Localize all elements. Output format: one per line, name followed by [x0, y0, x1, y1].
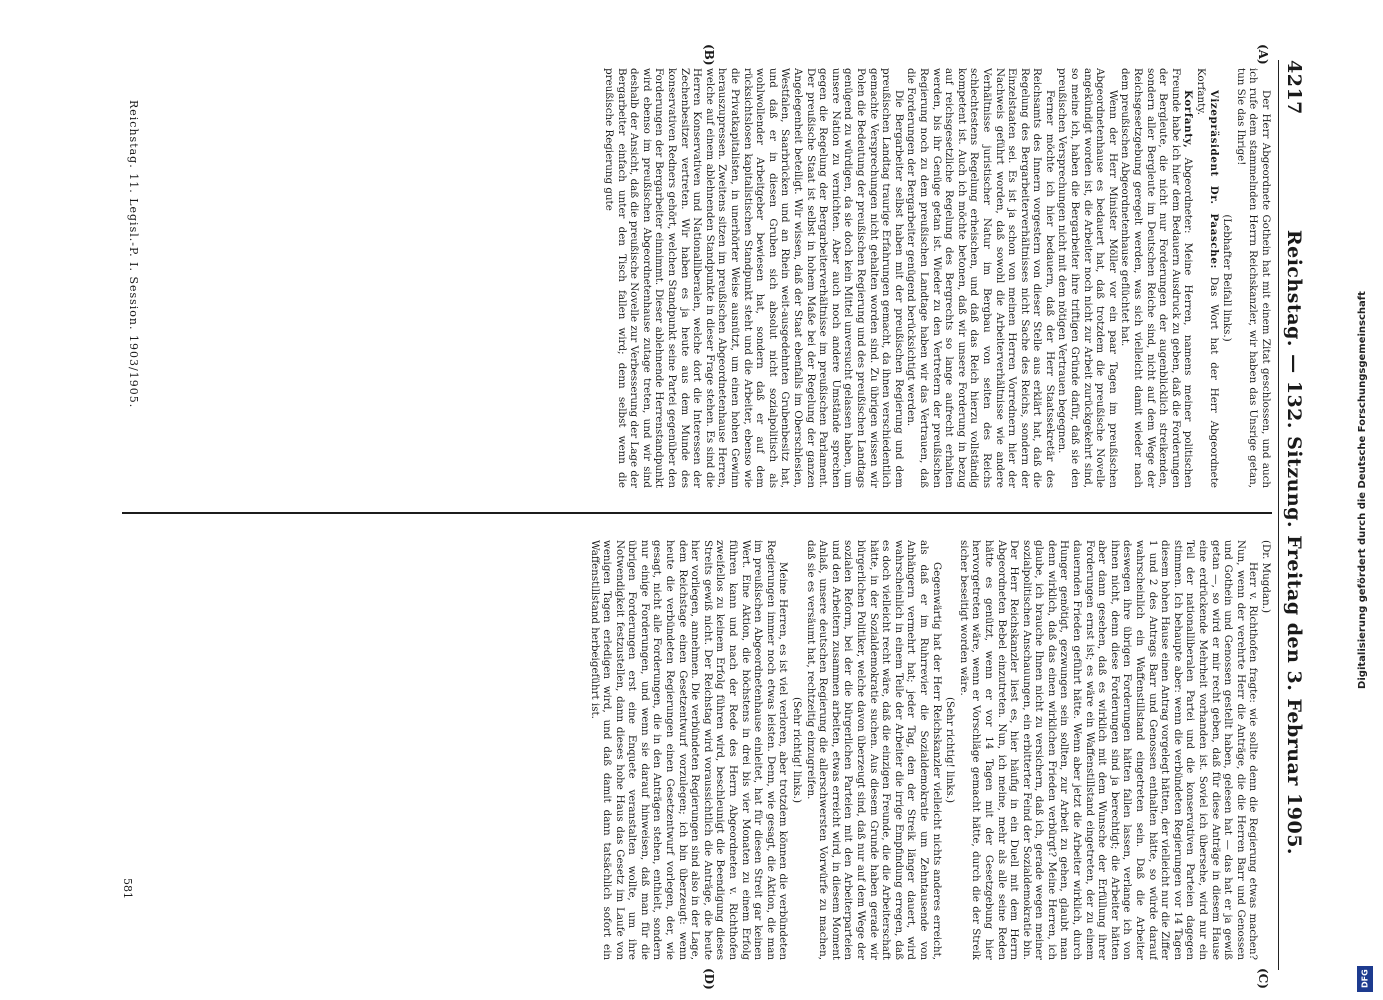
speaker-paragraph: [1194, 68, 1219, 488]
dfg-logo-icon: DFG: [1357, 966, 1373, 992]
speech-paragraph: Gegenwärtig hat der Herr Reichskanzler vielleicht nichts anderes erreicht, als daß er im Ruhrrevier die Sozialdemokratie um Zehntausende von Anhängern vermehrt hat; jeder Tag, den der Streik länger dauert, wird wahrscheinlich in einem Teile der Arbeiter die irrige Empfindung erregen, daß es doch vielleicht recht wäre, daß die einzigen Freunde, die die Arbeiterschaft hätte, in der Sozialdemokratie suchen. Aus diesem Grunde haben gerade wir bürgerlichen Politiker, welche davon überzeugt sind, daß nur auf dem Wege der sozialen Reform, bei der die bürgerlichen Parteien mit den Arbeiterparteien und den Arbeitern zusammen arbeiten, etwas erreicht wird, in diesem Moment Anlaß, unsere deutschen Regierung die allerschwersten Vorwürfe zu machen, daß sie es versäumt hat, rechtzeitig einzugreifen.: [804, 540, 943, 960]
speech-paragraph: Die Bergarbeiter selbst haben mit der preußischen Regierung und dem preußischen Landtag traurige Erfahrungen gemacht, da ihnen verschiedentlich gemachte Versprechungen nicht gehalten worden sind. Zu übrigen wissen wir Polen die Bedeutung der preußischen Regierung und des preußischen Landtags genügend zu würdigen, da sie doch kein Mittel unversucht gelassen haben, um unsere Nation zu vernichten. Aber auch noch andere Umstände sprechen gegen die Regelung der Bergarbeiterverhältnisse im preußischen Parlament. Der preußische Staat ist selbst in hohem Maße bei der Regelung der ganzen Angelegenheit beteiligt. Wir wissen, daß der Staat ebenfalls im Oberschlesien, Westfalen, Saarbrücken und an Rhein weit-ausgedehnten Grubenbesitz hat, und daß er in diesen Gruben sich absolut nicht sozialpolitisch als wohlwollender Arbeitgeber bewiesen hat, sondern daß er auf dem rücksichtslosen kapitalistischen Standpunkt steht und die Arbeiter, ebenso wie die Privatkapitalisten, in unerhörter Weise ausnützt, um einen hohen Gewinn herauszupressen. Zweitens sitzen im preußischen Abgeordnetenhause Herren, welche auf einem ablehnenden Standpunkte in dieser Frage stehen. Es sind die Herren Konservativen und Nationalliberalen, welche dort die Interessen der Zechenbesitzer vertreten. Wir haben es ja heute aus dem Munde des konservativen Redners gehört, welchen Standpunkt seine Partei gegenüber den Forderungen der Bergarbeiter einnimmt. Dieser ablehnende Herrenstandpunkt wird ebenso im preußischen Abgeordnetenhause zutage treten, und wir sind deshalb der Ansicht, daß die preußische Novelle zur Verbesserung der Lage der Bergarbeiter einfach unter den Tisch fallen wird; denn selbst wenn die preußische Regierung gute: [603, 68, 905, 488]
footer-session-info: Reichstag. 11. Legisl.-P. I. Session. 1903/1905.: [127, 100, 140, 409]
speech-paragraph: Herr v. Richthofen fragte: wie sollte denn die Regierung etwas machen? Nun, wenn der verehrte Herr die Anträge, die die Herren Barr und Genossen und Gothein und Genossen gestellt haben, gelesen hat — das hat er ja gewiß getan —, so wird er mir recht geben, daß für diese Anträge in diesem Hause eine erdrückende Mehrheit vorhanden ist. Soviel ich übersehe, wird nur ein Teil der nationalliberalen Partei und die konservativen Parteien dagegen stimmen. Ich behaupte aber: wenn die verbündeten Regierungen vor 14 Tagen diesem hohen Hause einen Antrag vorgelegt hätten, der vielleicht nur die Ziffer 1 und 2 des Antrags Barr und Genossen enthalten hätte, so würde darauf wahrscheinlich ein Waffenstillstand eingetreten sein. Daß die Arbeiter deswegen ihre übrigen Forderungen hätten fallen lassen, verlange ich von ihnen nicht, denn diese Forderungen sind ja berechtigt; die Arbeiter hätten aber dann gesehen, daß es wirklich mit dem Wunsche der Erfüllung ihrer Forderungen ernst ist; es wäre ein Waffenstillstand eingetreten, der zu einem dauernden Frieden geführt hätte. Wenn aber jetzt die Arbeiter wirklich, durch Hunger genötigt, gezwungen sein sollten, zur Arbeit zu gehen, glaubt man denn wirklich, daß das einen wirklichen Frieden verbürgt? Meine Herren, ich glaube, ich brauche Ihnen nicht zu versichern, daß ich, gerade wegen meiner sozialpolitischen Anschauungen, ein erbitterter Feind der Sozialdemokratie bin. Der Herr Reichskanzler liest es, hier häufig in ein Duell mit dem Herrn Abgeordneten Bebel einzutreten. Nun, ich meine, mehr als alle seine Reden hätte es genützt, wenn er vor 14 Tagen mit der Gesetzgebung hier hervorgetreten wäre, wenn er Vorschläge gemacht hätte, durch die der Streik sicher beseitigt worden wäre.: [957, 540, 1260, 960]
page-header: [1278, 60, 1316, 970]
speaker-name: Vizepräsident Dr. Paasche:: [1207, 90, 1220, 269]
page-number: 4217: [1283, 60, 1305, 115]
margin-letter-d: (D): [702, 968, 716, 990]
speech-paragraph: Ferner möchte ich hier bedauern, daß der Herr Staatssekretär des Reichsamts des Innern vorgestern von dieser Stelle aus erklärt hat, daß die Regelung des Bergarbeiterverhältnisses nicht Sache des Reichs, sondern der Einzelstaaten sei. Es ist ja schon von meinen Herren Vorrednern hier der Nachweis geführt worden, daß sowohl die Arbeiterverhältnisse wie andere Verhältnisse juristischer Natur im Bergbau von seiten des Reichs schlechtestens Regelung erheischen, und daß das Reich hierzu vollständig kompetent ist. Auch ich möchte betonen, daß wir unsere Forderung in bezug auf reichsgesetzliche Regelung des Bergrechts so lange aufrecht erhalten werden, bis ihr Genüge getan ist. Wieder zu den Vertretern der preußischen Regierung noch zu dem preußischen Landtage haben wir das Vertrauen, daß die Forderungen der Bergarbeiter genügend berücksichtigt werden.: [905, 68, 1056, 488]
interjection: (Lebhafter Beifall links.): [1221, 214, 1234, 342]
margin-letter-a: (A): [1256, 44, 1270, 65]
speech-text: Das Wort hat der Herr Abgeordnete Korfanty.: [1195, 68, 1220, 488]
speech-paragraph: Meine Herren, es ist viel verloren, aber trotzdem können die verbündeten Regierungen immer noch etwas leisten. Denn, wie gesagt, die Aktion, die man im preußischen Abgeordnetenhause einleitet, hat für diesen Streit gar keinen Wert. Eine Aktion, die höchstens in drei bis vier Monaten zu einem Erfolg führen kann und nach der Rede des Herrn Abgeordneten v. Richthofen zweifellos zu keinem Erfolg führen wird, beschleunigt die Beendigung dieses Streits gewiß nicht. Der Reichstag wird voraussichtlich die Anträge, die heute hier vorliegen, annehmen. Die verbündeten Regierungen sind also in der Lage, dem Reichstage einen Gesetzentwurf vorzulegen; ich bin überzeugt: wenn heute die verbündeten Regierungen einen Gesetzentwurf vorlegen, der, wie gesagt, nicht alle Forderungen, die in den Anträgen stehen, enthielt, sondern nur einige Forderungen, und wenn sie darauf hinweisen, daß man für die übrigen Forderungen erst eine Enquete veranstalten wollte, um ihre Notwendigkeit festzustellen, dann dieses hohe Haus das Gesetz im Laufe von wenigen Tagen erledigen wird, und daß damit dann tatsächlich sofort ein Waffenstillstand herbeigeführt ist.: [588, 540, 790, 960]
speech-paragraph: Der Herr Abgeordnete Gothein hat mit einem Zitat geschlossen, und auch ich rufe dem stammelnden Herrn Reichskanzler, wir haben das Unsrige getan, tun Sie das Ihrige!: [1234, 68, 1272, 488]
margin-letter-c: (C): [1256, 968, 1270, 989]
speaker-name: Korfanty,: [1182, 90, 1195, 149]
digitization-credit-text: Digitalisierung gefördert durch die Deutsche Forschungsgemeinschaft: [1357, 291, 1368, 689]
speaker-paragraph: [1119, 68, 1195, 488]
interjection: (Sehr richtig! links.): [791, 696, 804, 804]
speech-text: Abgeordneter: Meine Herren, namens meiner politischen Freunde habe ich hier dem Bedauern Ausdruck zu geben, daß die Forderungen der Bergleute, die nicht nur Forderungen der augenblicklich streikenden, sondern aller Bergleute im Deutschen Reiche sind, nicht auf dem Wege der Reichsgesetzgebung geregelt werden, was sich vielleicht damit wieder nach dem preußischen Abgeordnetenhause geflüchtet hat.: [1119, 68, 1195, 488]
running-title: Reichstag. — 132. Sitzung. Freitag den 3. Februar 1905.: [1283, 229, 1305, 856]
margin-letter-b: (B): [702, 44, 716, 66]
right-text-column: [152, 540, 1272, 960]
left-text-column: [152, 68, 1272, 488]
speech-paragraph: Wenn der Herr Minister Möller vor ein paar Tagen im preußischen Abgeordnetenhause es bedauert hat, daß trotzdem die preußische Novelle angekündigt worden ist, die Arbeiter noch nicht zur Arbeit zurückgekehrt sind, so meine ich, haben die Bergarbeiter ihre triftigen Gründe dafür, daß sie den preußischen Versprechungen nicht mit dem nötigen Vertrauen begegnen.: [1056, 68, 1119, 488]
document-page: [66, 40, 1316, 990]
footer-page-number: 581: [121, 878, 134, 899]
speech-paragraph: (Dr. Mugdan.): [1260, 540, 1272, 614]
column-divider: [122, 512, 1272, 514]
rotated-page-wrapper: [66, 40, 1316, 990]
interjection: (Sehr richtig! links.): [944, 696, 957, 804]
